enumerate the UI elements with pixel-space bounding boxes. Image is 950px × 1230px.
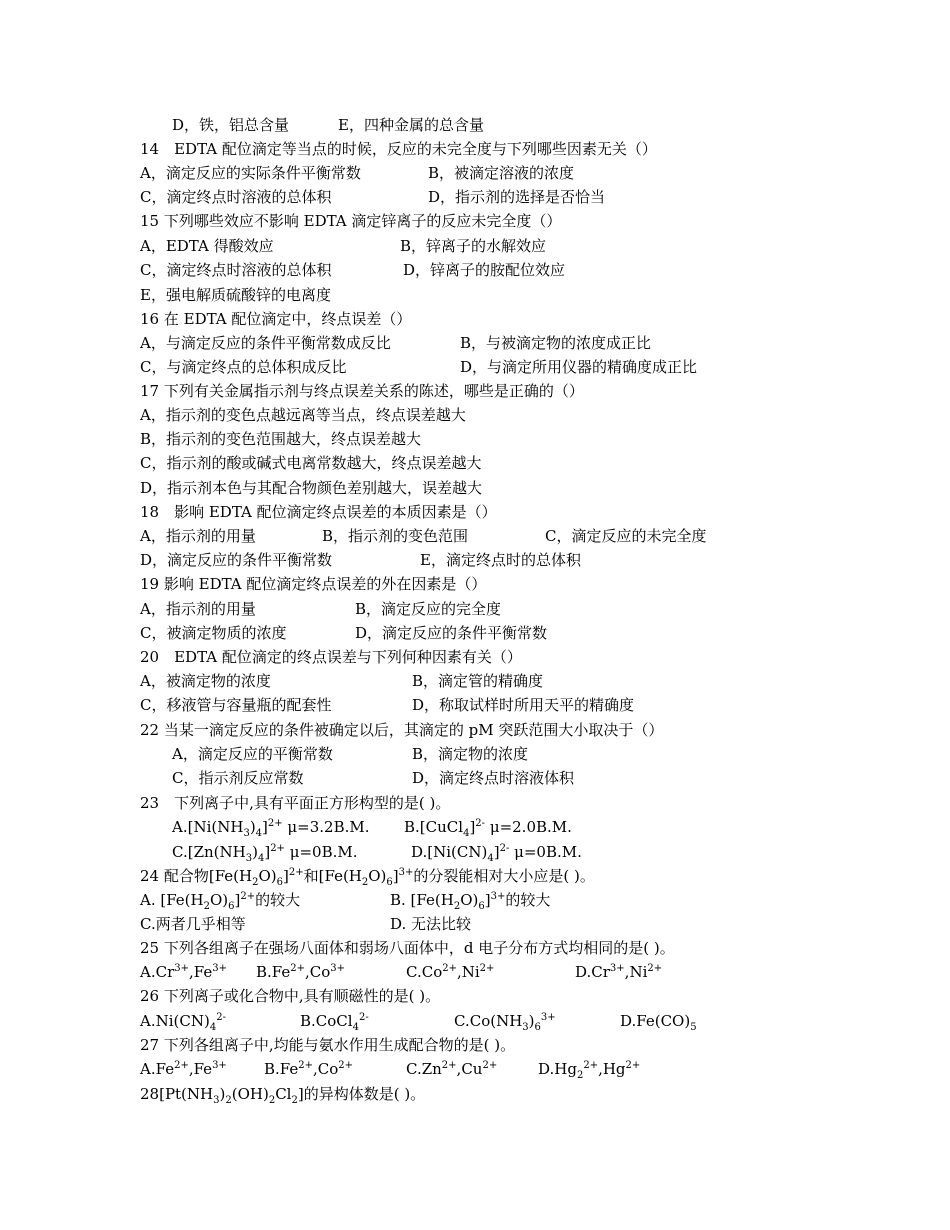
text-line	[0, 647, 950, 669]
text-line	[0, 163, 950, 185]
line-text: $C.[Zn(NH_3)_4]^{2+}$ μ=0B.M.	[172, 843, 358, 864]
line-text: 16 在 EDTA 配位滴定中，终点误差（）	[140, 310, 412, 328]
line-text: C，移液管与容量瓶的配套性	[140, 696, 332, 714]
text-line	[0, 768, 950, 790]
text-line	[0, 405, 950, 427]
text-line	[0, 526, 950, 548]
text-line	[0, 429, 950, 451]
option-text: $B.Fe^{2+},Co^{3+}$	[256, 963, 346, 981]
text-line	[0, 671, 950, 693]
text-line	[0, 1035, 950, 1057]
text-line	[0, 962, 950, 984]
line-text: 23 下列离子中,具有平面正方形构型的是( )。	[140, 794, 451, 812]
line-text: 20 EDTA 配位滴定的终点误差与下列何种因素有关（）	[140, 648, 522, 666]
option-text: C，滴定反应的未完全度	[545, 527, 707, 545]
text-line	[0, 309, 950, 331]
text-line	[0, 866, 950, 888]
option-text: $D.Hg_2^{2+},Hg^{2+}$	[538, 1060, 641, 1081]
line-text: $A.Fe^{2+},Fe^{3+}$	[140, 1060, 227, 1078]
line-text: 24 配合物$[Fe(H_2O)_6]^{2+}$和$[Fe(H_2O)_6]^{3+}$的分裂能相对大小应是( )。	[140, 867, 595, 888]
line-text: 25 下列各组离子在强场八面体和弱场八面体中，d 电子分布方式均相同的是( )。	[140, 939, 675, 957]
option-text: $C.Co^{2+},Ni^{2+}$	[406, 963, 495, 981]
text-line	[0, 453, 950, 475]
text-line	[0, 574, 950, 596]
line-text: $A.Cr^{3+},Fe^{3+}$	[140, 963, 227, 981]
text-line	[0, 478, 950, 500]
text-line	[0, 236, 950, 258]
option-text: B，滴定反应的完全度	[355, 600, 502, 618]
option-text: D，称取试样时所用天平的精确度	[412, 696, 635, 714]
text-line	[0, 333, 950, 355]
line-text: C.两者几乎相等	[140, 915, 246, 933]
option-text: D，与滴定所用仪器的精确度成正比	[460, 358, 698, 376]
text-line	[0, 139, 950, 161]
line-text: 19 影响 EDTA 配位滴定终点误差的外在因素是（）	[140, 575, 487, 593]
line-text: A，指示剂的用量	[140, 600, 256, 618]
text-line	[0, 285, 950, 307]
text-line	[0, 986, 950, 1008]
line-text: E，强电解质硫酸锌的电离度	[140, 286, 331, 304]
line-text: 18 影响 EDTA 配位滴定终点误差的本质因素是（）	[140, 503, 497, 521]
option-text: E，四种金属的总含量	[338, 116, 484, 134]
line-text: 22 当某一滴定反应的条件被确定以后，其滴定的 pM 突跃范围大小取决于（）	[140, 721, 664, 739]
line-text: 26 下列离子或化合物中,具有顺磁性的是( )。	[140, 987, 441, 1005]
line-text: D，指示剂本色与其配合物颜色差别越大，误差越大	[140, 479, 483, 497]
text-line	[0, 1011, 950, 1033]
option-text: D，指示剂的选择是否恰当	[428, 188, 606, 206]
option-text: D. 无法比较	[390, 915, 472, 933]
line-text: 15 下列哪些效应不影响 EDTA 滴定锌离子的反应未完全度（）	[140, 212, 562, 230]
text-line	[0, 211, 950, 233]
line-text: B，指示剂的变色范围越大，终点误差越大	[140, 430, 422, 448]
line-text: A，滴定反应的平衡常数	[172, 745, 333, 763]
text-line	[0, 357, 950, 379]
line-text: $A.[Ni(NH_3)_4]^{2+}$ μ=3.2B.M.	[172, 818, 370, 839]
line-text: $A.Ni(CN)_4^{2-}$	[140, 1012, 226, 1033]
text-line	[0, 599, 950, 621]
option-text: B，指示剂的变色范围	[322, 527, 469, 545]
option-text: B，锌离子的水解效应	[400, 237, 547, 255]
line-text: D，滴定反应的条件平衡常数	[140, 551, 333, 569]
option-text: D，滴定反应的条件平衡常数	[355, 624, 548, 642]
option-text: B，被滴定溶液的浓度	[428, 164, 575, 182]
text-line	[0, 720, 950, 742]
option-text: D，滴定终点时溶液体积	[412, 769, 575, 787]
text-line	[0, 695, 950, 717]
text-line	[0, 842, 950, 864]
text-line	[0, 938, 950, 960]
line-text: 17 下列有关金属指示剂与终点误差关系的陈述，哪些是正确的（）	[140, 382, 584, 400]
option-text: $C.Zn^{2+},Cu^{2+}$	[406, 1060, 498, 1078]
option-text: $D.Cr^{3+},Ni^{2+}$	[575, 963, 663, 981]
text-line	[0, 187, 950, 209]
text-line	[0, 744, 950, 766]
option-text: B，滴定管的精确度	[412, 672, 544, 690]
line-text: 27 下列各组离子中,均能与氨水作用生成配合物的是( )。	[140, 1036, 516, 1054]
line-text: 14 EDTA 配位滴定等当点的时候，反应的未完全度与下列哪些因素无关（）	[140, 140, 657, 158]
line-text: A，与滴定反应的条件平衡常数成反比	[140, 334, 391, 352]
line-text: C，滴定终点时溶液的总体积	[140, 261, 332, 279]
text-line	[0, 793, 950, 815]
option-text: B.[CuCl$_4$]$^{2-}$ μ=2.0B.M.	[404, 818, 572, 839]
line-text: A，指示剂的变色点越远离等当点，终点误差越大	[140, 406, 466, 424]
text-line	[0, 890, 950, 912]
line-text: A，EDTA 得酸效应	[140, 237, 274, 255]
line-text: D，铁，铝总含量	[172, 116, 290, 134]
text-line	[0, 502, 950, 524]
option-text: B，滴定物的浓度	[412, 745, 529, 763]
line-text: C，与滴定终点的总体积成反比	[140, 358, 347, 376]
line-text: A. $[Fe(H_2O)_6]^{2+}$的较大	[140, 891, 301, 912]
line-text: A，被滴定物的浓度	[140, 672, 271, 690]
option-text: E，滴定终点时的总体积	[420, 551, 581, 569]
text-line	[0, 550, 950, 572]
option-text: B，与被滴定物的浓度成正比	[460, 334, 652, 352]
line-text: A，滴定反应的实际条件平衡常数	[140, 164, 361, 182]
line-text: C，滴定终点时溶液的总体积	[140, 188, 332, 206]
option-text: $B.Fe^{2+},Co^{2+}$	[264, 1060, 354, 1078]
line-text: $28[Pt(NH_3)_2(OH)_2Cl_2]$的异构体数是( )。	[140, 1085, 426, 1106]
line-text: A，指示剂的用量	[140, 527, 256, 545]
line-text: C，指示剂反应常数	[172, 769, 304, 787]
text-line	[0, 381, 950, 403]
text-line	[0, 260, 950, 282]
line-text: C，被滴定物质的浓度	[140, 624, 287, 642]
text-line	[0, 623, 950, 645]
option-text: $C.Co(NH_3)_6^{3+}$	[454, 1012, 556, 1033]
option-text: $D.[Ni(CN)_4]^{2-}$ μ=0B.M.	[411, 843, 582, 864]
text-line	[0, 914, 950, 936]
text-line	[0, 115, 950, 137]
text-line	[0, 817, 950, 839]
text-line	[0, 1084, 950, 1106]
option-text: B.CoCl$_4^{2-}$	[300, 1012, 369, 1033]
text-line	[0, 1059, 950, 1081]
option-text: D，锌离子的胺配位效应	[403, 261, 566, 279]
option-text: B. $[Fe(H_2O)_6]^{3+}$的较大	[390, 891, 551, 912]
line-text: C，指示剂的酸或碱式电离常数越大，终点误差越大	[140, 454, 482, 472]
option-text: $D.Fe(CO)_5$	[620, 1012, 697, 1033]
